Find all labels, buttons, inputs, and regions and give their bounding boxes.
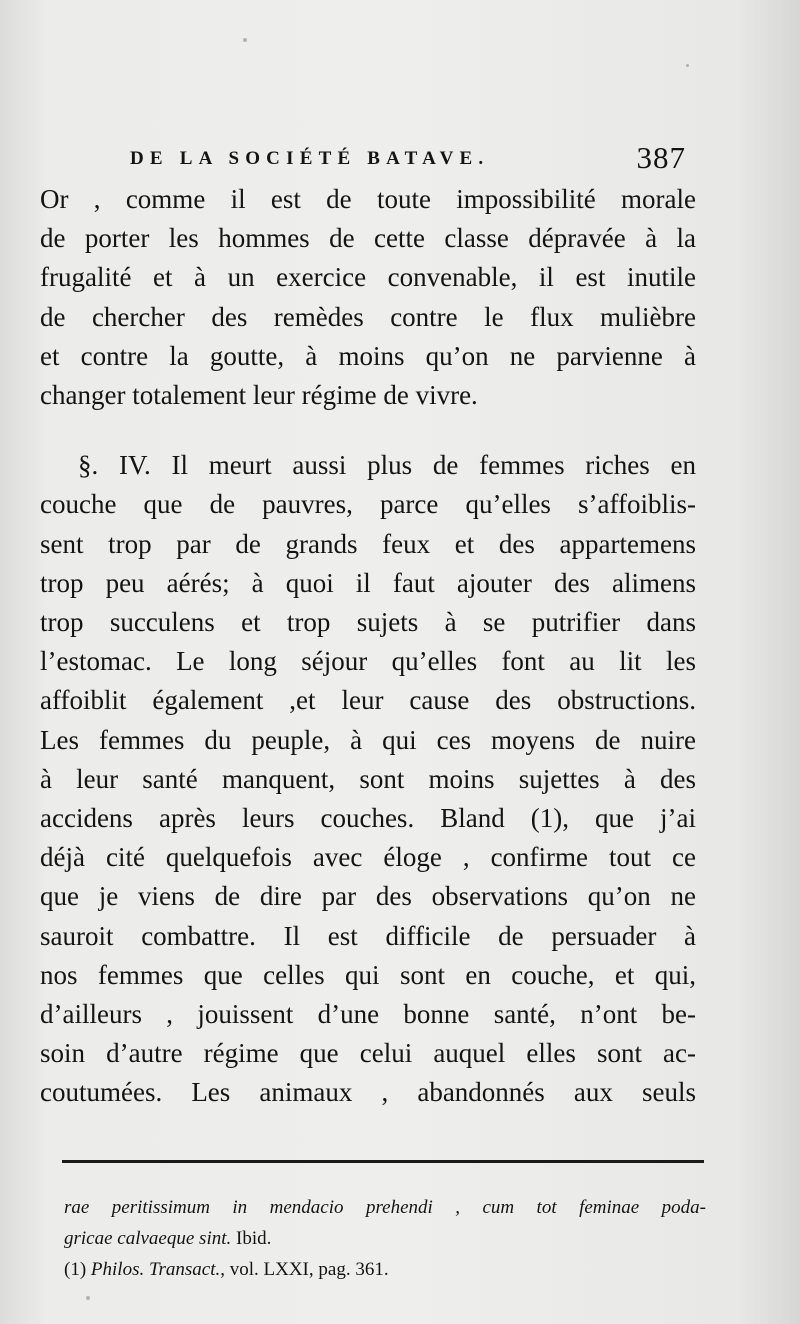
footnote-ibid: Ibid. bbox=[231, 1228, 272, 1249]
footnote-latin-text: rae peritissimum in mendacio prehendi , cum tot feminae poda- bbox=[64, 1197, 706, 1218]
paragraph-2 bbox=[2, 446, 696, 1112]
text-line: que je viens de dire par des observations qu’on ne bbox=[40, 881, 696, 912]
text-line: d’ailleurs , jouissent d’une bonne santé, n’ont be- bbox=[40, 999, 696, 1030]
footnote-source-title: Philos. Transact. bbox=[90, 1259, 221, 1280]
text-line: l’estomac. Le long séjour qu’elles font au lit les bbox=[40, 646, 696, 677]
text-line: de porter les hommes de cette classe dépravée à la bbox=[40, 223, 696, 254]
footnote-continuation-end bbox=[64, 1223, 706, 1254]
text-line: sent trop par de grands feux et des appartemens bbox=[40, 528, 696, 559]
footnotes bbox=[64, 1192, 706, 1285]
text-line: et contre la goutte, à moins qu’on ne parvienne à bbox=[40, 340, 696, 371]
paper-speck bbox=[86, 1296, 90, 1300]
footnote-rule bbox=[62, 1160, 704, 1163]
text-line: frugalité et à un exercice convenable, il est inutile bbox=[40, 262, 696, 293]
running-head bbox=[130, 142, 686, 178]
text-line: de chercher des remèdes contre le flux mulièbre bbox=[40, 301, 696, 332]
text-line: accidens après leurs couches. Bland (1), que j’ai bbox=[40, 803, 696, 834]
text-line: soin d’autre régime que celui auquel elles sont ac- bbox=[40, 1038, 696, 1069]
text-line: affoiblit également ,et leur cause des obstructions. bbox=[40, 685, 696, 716]
paper-speck bbox=[243, 38, 247, 42]
body-text bbox=[40, 180, 696, 1113]
text-line: nos femmes que celles qui sont en couche, et qui, bbox=[40, 959, 696, 990]
text-line: couche que de pauvres, parce qu’elles s’affoiblis- bbox=[40, 489, 696, 520]
text-line: Or , comme il est de toute impossibilité morale bbox=[40, 184, 696, 214]
paragraph-gap bbox=[40, 415, 696, 446]
footnote-source-details: , vol. LXXI, pag. 361. bbox=[220, 1259, 389, 1280]
text-line: trop peu aérés; à quoi il faut ajouter des alimens bbox=[40, 567, 696, 598]
text-line: à leur santé manquent, sont moins sujettes à des bbox=[40, 763, 696, 794]
text-line: trop succulens et trop sujets à se putrifier dans bbox=[40, 607, 696, 638]
text-line: coutumées. Les animaux , abandonnés aux seuls bbox=[40, 1077, 696, 1108]
text-line: déjà cité quelquefois avec éloge , confirme tout ce bbox=[40, 842, 696, 873]
page-number: 387 bbox=[636, 140, 686, 175]
running-title: DE LA SOCIÉTÉ BATAVE. bbox=[130, 148, 490, 169]
footnote-latin-text-end: gricae calvaeque sint. bbox=[64, 1228, 232, 1249]
text-line: Les femmes du peuple, à qui ces moyens de nuire bbox=[40, 724, 696, 755]
text-line: §. IV. Il meurt aussi plus de femmes riches en bbox=[78, 450, 696, 481]
paper-speck bbox=[686, 64, 689, 67]
footnote-1 bbox=[64, 1254, 706, 1285]
footnote-continuation bbox=[64, 1192, 706, 1223]
paragraph-1 bbox=[40, 180, 696, 415]
text-line: sauroit combattre. Il est difficile de persuader à bbox=[40, 920, 696, 951]
footnote-number: (1) bbox=[64, 1259, 91, 1280]
text-line: changer totalement leur régime de vivre. bbox=[40, 380, 478, 411]
